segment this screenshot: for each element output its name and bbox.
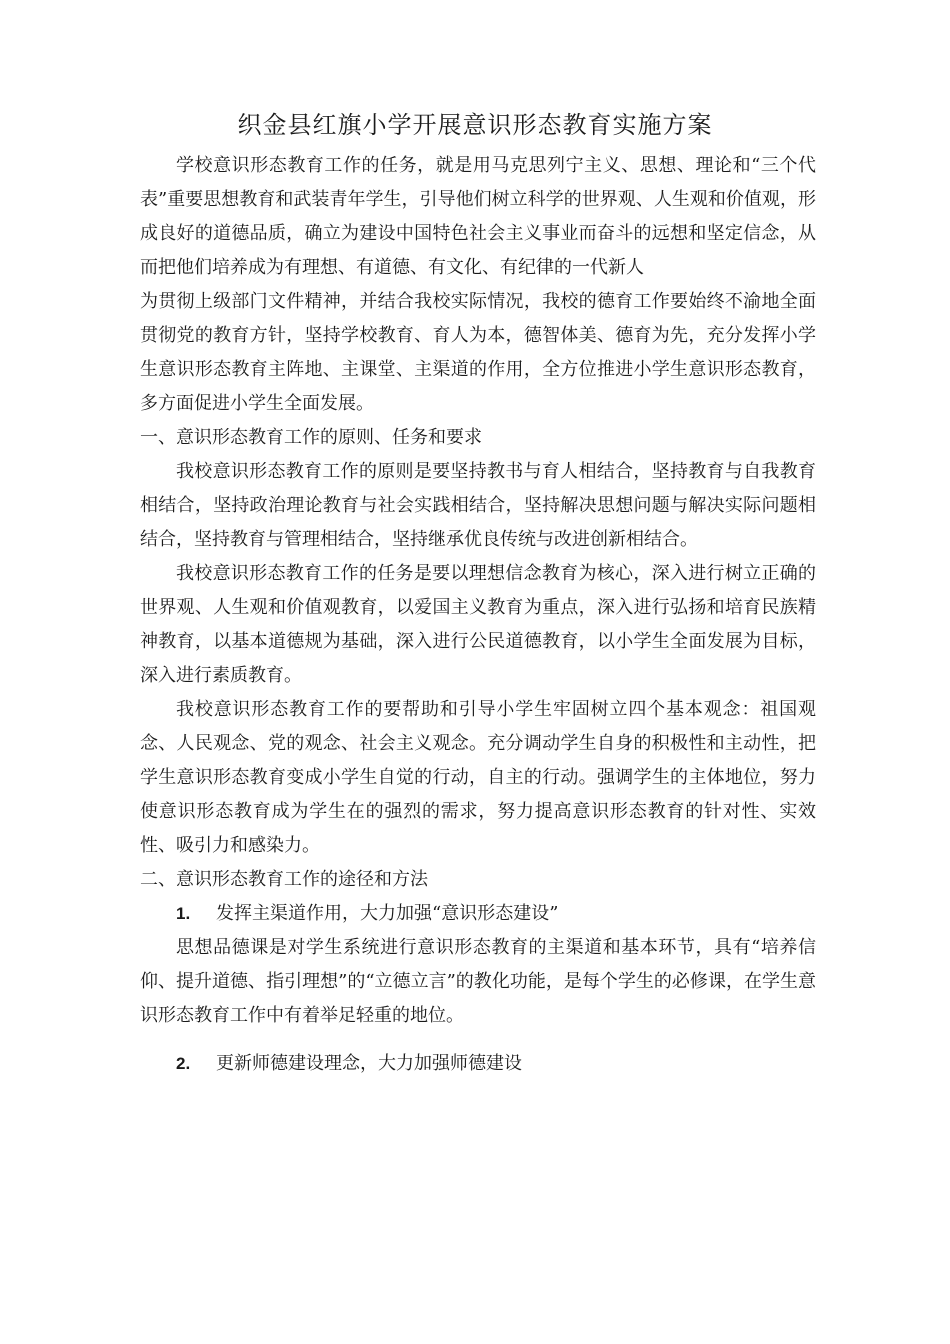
item-1-number: 1. [176,904,191,923]
section-1-paragraph-3: 我校意识形态教育工作的要帮助和引导小学生牢固树立四个基本观念：祖国观念、人民观念、党的观念、社会主义观念。充分调动学生自身的积极性和主动性，把学生意识形态教育变成小学生自觉的行动，自主的行动。强调学生的主体地位，努力使意识形态教育成为学生在的强烈的需求，努力提高意识形态教育的针对性、实效性、吸引力和感染力。 [140,699,816,856]
section-1-paragraph-1: 我校意识形态教育工作的原则是要坚持教书与育人相结合，坚持教育与自我教育相结合，坚持政治理论教育与社会实践相结合，坚持解决思想问题与解决实际问题相结合，坚持教育与管理相结合，坚持继承优良传统与改进创新相结合。 [140,461,816,550]
section-2-item-1 [140,897,816,931]
section-1-heading: 一、意识形态教育工作的原则、任务和要求 [140,427,482,448]
section-2-item-2 [140,1047,816,1081]
document-title: 织金县红旗小学开展意识形态教育实施方案 [237,111,713,139]
intro-paragraph-1: 学校意识形态教育工作的任务，就是用马克思列宁主义、思想、理论和“三个代表”重要思想教育和武装青年学生，引导他们树立科学的世界观、人生观和价值观，形成良好的道德品质，确立为建设中国特色社会主义事业而奋斗的远想和坚定信念，从而把他们培养成为有理想、有道德、有文化、有纪律的一代新人 [140,155,816,278]
spacer [140,1033,816,1047]
section-1-paragraph-2: 我校意识形态教育工作的任务是要以理想信念教育为核心，深入进行树立正确的世界观、人生观和价值观教育，以爱国主义教育为重点，深入进行弘扬和培育民族精神教育，以基本道德规为基础，深入进行公民道德教育，以小学生全面发展为目标，深入进行素质教育。 [140,563,816,686]
item-1-title: 发挥主渠道作用，大力加强“意识形态建设” [216,903,559,924]
section-2-item-1-paragraph: 思想品德课是对学生系统进行意识形态教育的主渠道和基本环节，具有“培养信仰、提升道德、指引理想”的“立德立言”的教化功能，是每个学生的必修课，在学生意识形态教育工作中有着举足轻重的地位。 [140,937,816,1026]
document-body [140,149,816,1081]
intro-paragraph-2: 为贯彻上级部门文件精神，并结合我校实际情况，我校的德育工作要始终不渝地全面贯彻党的教育方针，坚持学校教育、育人为本，德智体美、德育为先，充分发挥小学生意识形态教育主阵地、主课堂、主渠道的作用，全方位推进小学生意识形态教育，多方面促进小学生全面发展。 [140,291,816,414]
item-2-title: 更新师德建设理念，大力加强师德建设 [216,1053,522,1074]
section-2-heading: 二、意识形态教育工作的途径和方法 [140,869,428,890]
item-2-number: 2. [176,1054,191,1073]
